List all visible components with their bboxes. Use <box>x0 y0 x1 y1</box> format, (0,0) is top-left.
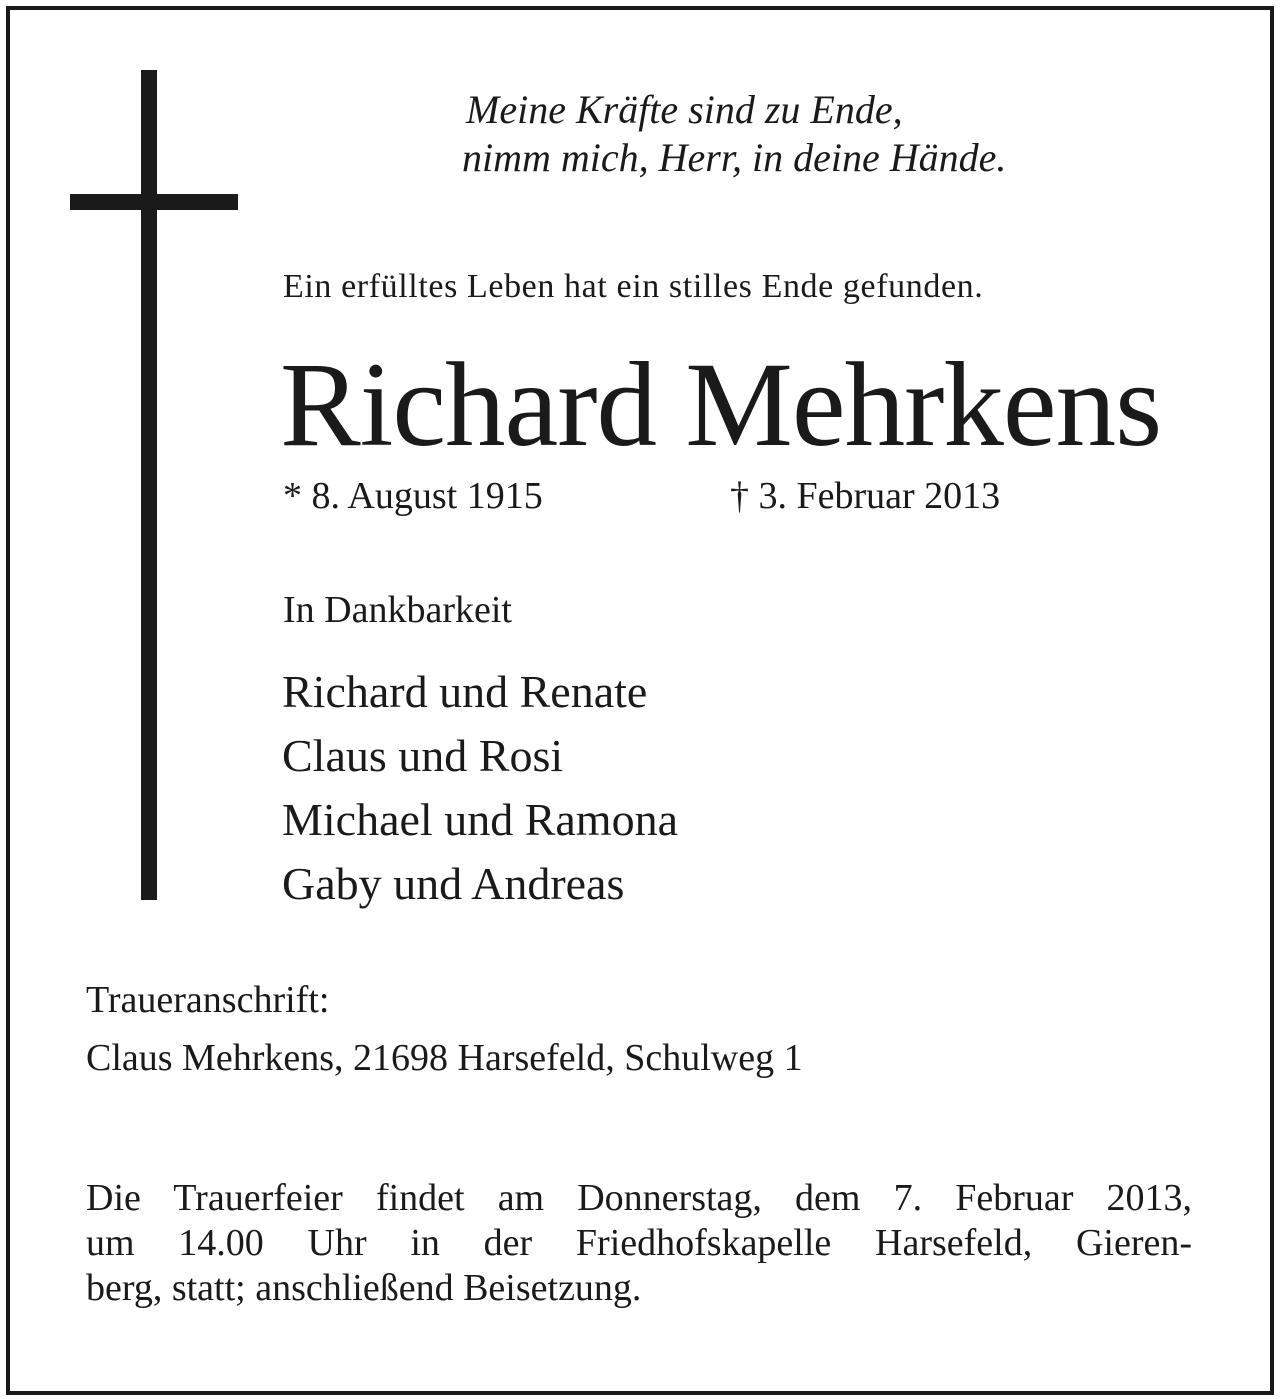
address-value: Claus Mehrkens, 21698 Harsefeld, Schulweg 1 <box>86 1037 803 1079</box>
verse <box>462 86 1006 182</box>
ceremony-line-1: Die Trauerfeier findet am Donnerstag, dem 7. Februar 2013, <box>86 1177 1192 1219</box>
birth-date: * 8. August 1915 <box>283 475 543 517</box>
mourner-item: Gaby und Andreas <box>282 858 625 909</box>
mourner-item: Michael und Ramona <box>282 794 679 845</box>
ceremony-line-2: um 14.00 Uhr in der Friedhofskapelle Harsefeld, Gieren- <box>86 1222 1192 1264</box>
intro-text: Ein erfülltes Leben hat ein stilles Ende gefunden. <box>283 268 984 305</box>
verse-line-1: Meine Kräfte sind zu Ende, <box>466 87 903 132</box>
cross-horizontal-bar <box>70 194 238 210</box>
ceremony-line-3: berg, statt; anschließend Beisetzung. <box>86 1267 642 1309</box>
ceremony-text <box>86 1176 1192 1311</box>
deceased-name: Richard Mehrkens <box>280 338 1162 472</box>
mourner-item: Richard und Renate <box>282 666 648 717</box>
thanks-text: In Dankbarkeit <box>283 589 512 631</box>
mourner-item: Claus und Rosi <box>282 730 564 781</box>
verse-line-2: nimm mich, Herr, in deine Hände. <box>462 135 1007 180</box>
death-date: † 3. Februar 2013 <box>730 475 1001 517</box>
address-label: Traueranschrift: <box>86 979 330 1021</box>
mourners-list <box>282 660 678 916</box>
